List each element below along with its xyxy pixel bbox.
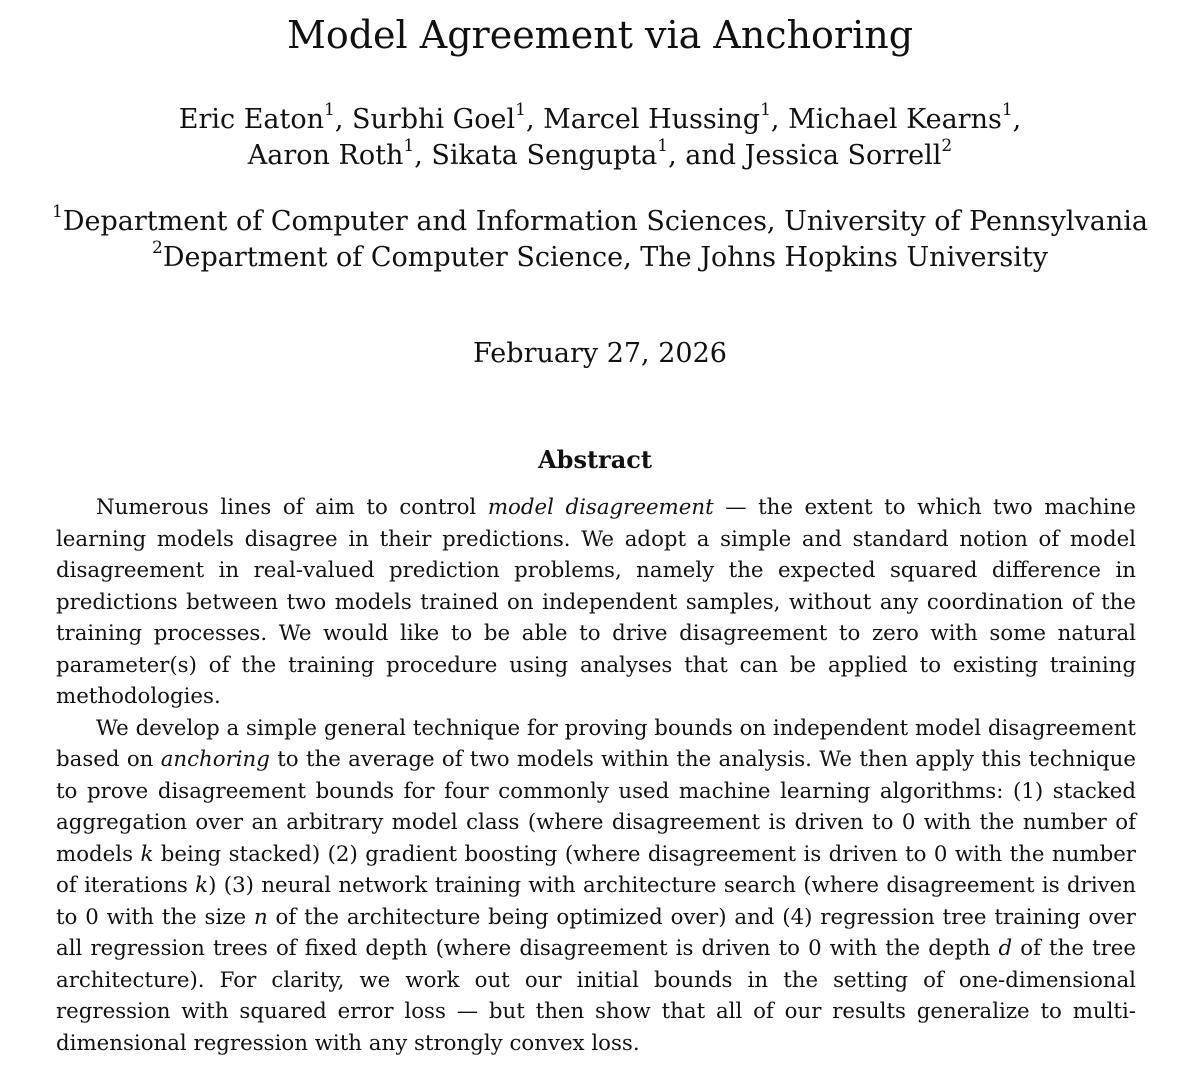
author-affiliation-mark: 2 <box>941 136 953 156</box>
abstract-paragraph-2 <box>56 713 1136 1060</box>
abstract-text: of the tree architecture). For clarity, we work out our initial bounds in the setting of one-dimensional regression with squared error loss — but then show that all of our results generalize to multi-dimensional regression with any strongly convex loss. <box>56 936 1136 1056</box>
author-name: Aaron Roth <box>247 140 404 171</box>
author-separator: , <box>414 140 432 171</box>
affiliation-list <box>0 204 1200 276</box>
affiliation-item <box>0 240 1200 276</box>
abstract-emphasis: anchoring <box>160 747 270 772</box>
author-name: Michael Kearns <box>788 104 1002 135</box>
abstract-emphasis: model disagreement <box>487 495 714 520</box>
abstract-text: We develop a simple general technique for proving bounds on independent model disagreement based on <box>56 715 1136 772</box>
author-name: Surbhi Goel <box>352 104 516 135</box>
affiliation-text: Department of Computer and Information Sciences, University of Pennsylvania <box>62 206 1148 237</box>
author-name: Marcel Hussing <box>543 104 761 135</box>
math-variable: n <box>253 904 268 930</box>
affiliation-mark: 2 <box>152 238 163 258</box>
author-affiliation-mark: 1 <box>403 136 415 156</box>
author-separator: , <box>1012 104 1022 135</box>
paper-title: Model Agreement via Anchoring <box>286 13 914 57</box>
abstract-text: of the architecture being optimized over) and (4) regression tree training over all regression trees of fixed depth (where disagreement is driven to 0 with the depth <box>56 904 1136 961</box>
author-separator: , <box>334 104 352 135</box>
affiliation-item <box>0 204 1200 240</box>
math-variable: k <box>140 841 154 867</box>
author-affiliation-mark: 1 <box>324 100 335 120</box>
math-variable: k <box>195 873 209 898</box>
author-separator: , and <box>668 140 745 171</box>
author-affiliation-mark: 1 <box>657 136 669 156</box>
abstract-paragraph-1 <box>56 492 1136 713</box>
author-name: Jessica Sorrell <box>744 140 942 171</box>
abstract-text: ) (3) neural network training with architecture search (where disagreement is driven to 0 with the size <box>56 873 1136 930</box>
abstract-text: to the average of two models within the analysis. We then apply this technique to prove disagreement bounds for four commonly used machine learning algorithms: (1) stacked aggregation over an arbitrary model class (where disagreement is driven to 0 with the number of models <box>56 747 1137 867</box>
author-name: Eric Eaton <box>178 104 324 135</box>
abstract-heading: Abstract <box>538 445 652 474</box>
author-affiliation-mark: 1 <box>515 100 526 120</box>
author-separator: , <box>770 104 789 135</box>
math-variable: d <box>998 936 1013 961</box>
author-affiliation-mark: 1 <box>760 100 771 120</box>
abstract-text: Numerous lines of aim to control <box>96 495 488 520</box>
author-line-1 <box>0 102 1200 138</box>
abstract-body <box>56 492 1136 1059</box>
paper-date: February 27, 2026 <box>473 338 727 369</box>
abstract-text: being stacked) (2) gradient boosting (where disagreement is driven to 0 with the number of iterations <box>56 841 1136 898</box>
author-separator: , <box>525 104 544 135</box>
author-list <box>0 102 1200 174</box>
author-line-2 <box>0 138 1200 174</box>
author-name: Sikata Sengupta <box>431 140 658 171</box>
author-affiliation-mark: 1 <box>1001 100 1013 120</box>
affiliation-text: Department of Computer Science, The Johns Hopkins University <box>162 242 1048 273</box>
affiliation-mark: 1 <box>52 202 63 222</box>
abstract-text: — the extent to which two machine learning models disagree in their predictions. We adopt a simple and standard notion of model disagreement in real-valued prediction problems, namely the expected squared difference in predictions between two models trained on independent samples, without any coordination of the training processes. We would like to be able to drive disagreement to zero with some natural parameter(s) of the training procedure using analyses that can be applied to existing training methodologies. <box>56 495 1136 709</box>
